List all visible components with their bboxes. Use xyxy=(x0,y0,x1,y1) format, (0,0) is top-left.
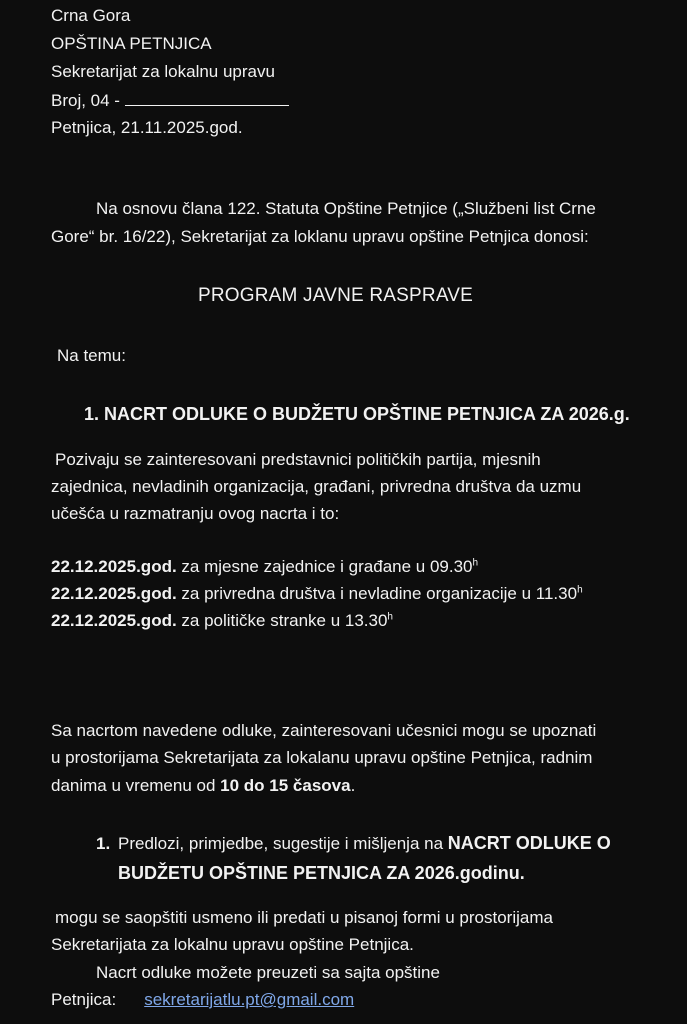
invite-line-3: učešća u razmatranju ovog nacrta i to: xyxy=(51,504,340,523)
header-place-date: Petnjica, 21.11.2025.god. xyxy=(51,118,243,137)
proposals-doc-name: NACRT ODLUKE O xyxy=(447,833,611,853)
closing-line-4 xyxy=(51,991,354,1008)
proposals-line-1 xyxy=(96,834,611,852)
closing-place-label: Petnjica: xyxy=(51,990,117,1009)
schedule-text: za političke stranke u 13.30 xyxy=(176,611,388,630)
header-country: Crna Gora xyxy=(51,6,131,25)
email-link[interactable]: sekretarijatlu.pt@gmail.com xyxy=(144,990,355,1009)
schedule-sup: h xyxy=(577,584,583,596)
item1-heading: 1. NACRT ODLUKE O BUDŽETU OPŠTINE PETNJICA ZA 2026.g. xyxy=(84,404,630,424)
review-line-2: u prostorijama Sekretarijata za lokalanu upravu opštine Petnjica, radnim xyxy=(51,748,593,767)
invite-line-1: Pozivaju se zainteresovani predstavnici političkih partija, mjesnih xyxy=(55,450,541,469)
schedule-date: 22.12.2025.god. xyxy=(51,584,177,603)
header-municipality: OPŠTINA PETNJICA xyxy=(51,34,212,53)
header-department: Sekretarijat za lokalnu upravu xyxy=(51,62,275,81)
schedule-sup: h xyxy=(387,611,393,623)
invite-line-2: zajednica, nevladinih organizacija, građani, privredna društva da uzmu xyxy=(51,477,582,496)
schedule-text: za privredna društva i nevladine organizacije u 11.30 xyxy=(176,584,578,603)
review-line-1: Sa nacrtom navedene odluke, zainteresovani učesnici mogu se upoznati xyxy=(51,721,597,740)
proposals-line-2: BUDŽETU OPŠTINE PETNJICA ZA 2026.godinu. xyxy=(118,863,525,883)
review-line-3 xyxy=(51,777,355,794)
schedule-date: 22.12.2025.god. xyxy=(51,557,177,576)
review-time-suffix: . xyxy=(350,776,356,795)
topic-label: Na temu: xyxy=(57,346,126,365)
number-blank-line xyxy=(125,91,289,106)
schedule-date: 22.12.2025.god. xyxy=(51,611,177,630)
schedule-row xyxy=(51,558,478,575)
closing-line-3: Nacrt odluke možete preuzeti sa sajta opštine xyxy=(96,963,440,982)
header-number xyxy=(51,91,289,109)
proposals-text: Predlozi, primjedbe, sugestije i mišljenja na xyxy=(118,834,448,853)
closing-line-2: Sekretarijata za lokalnu upravu opštine Petnjica. xyxy=(51,935,414,954)
schedule-text: za mjesne zajednice i građane u 09.30 xyxy=(176,557,473,576)
intro-line-2: Gore“ br. 16/22), Sekretarijat za loklanu upravu opštine Petnjica donosi: xyxy=(51,227,589,246)
schedule-sup: h xyxy=(472,557,479,569)
closing-line-1: mogu se saopštiti usmeno ili predati u pisanoj formi u prostorijama xyxy=(55,908,553,927)
intro-line-1: Na osnovu člana 122. Statuta Opštine Petnjice („Službeni list Crne xyxy=(96,199,596,218)
schedule-row xyxy=(51,585,583,602)
proposals-number: 1. xyxy=(96,834,111,853)
header-number-label: Broj, 04 - xyxy=(51,91,125,110)
page-title: PROGRAM JAVNE RASPRAVE xyxy=(198,285,474,306)
review-time-prefix: danima u vremenu od xyxy=(51,776,221,795)
schedule-row xyxy=(51,612,393,629)
review-hours: 10 do 15 časova xyxy=(220,776,351,795)
